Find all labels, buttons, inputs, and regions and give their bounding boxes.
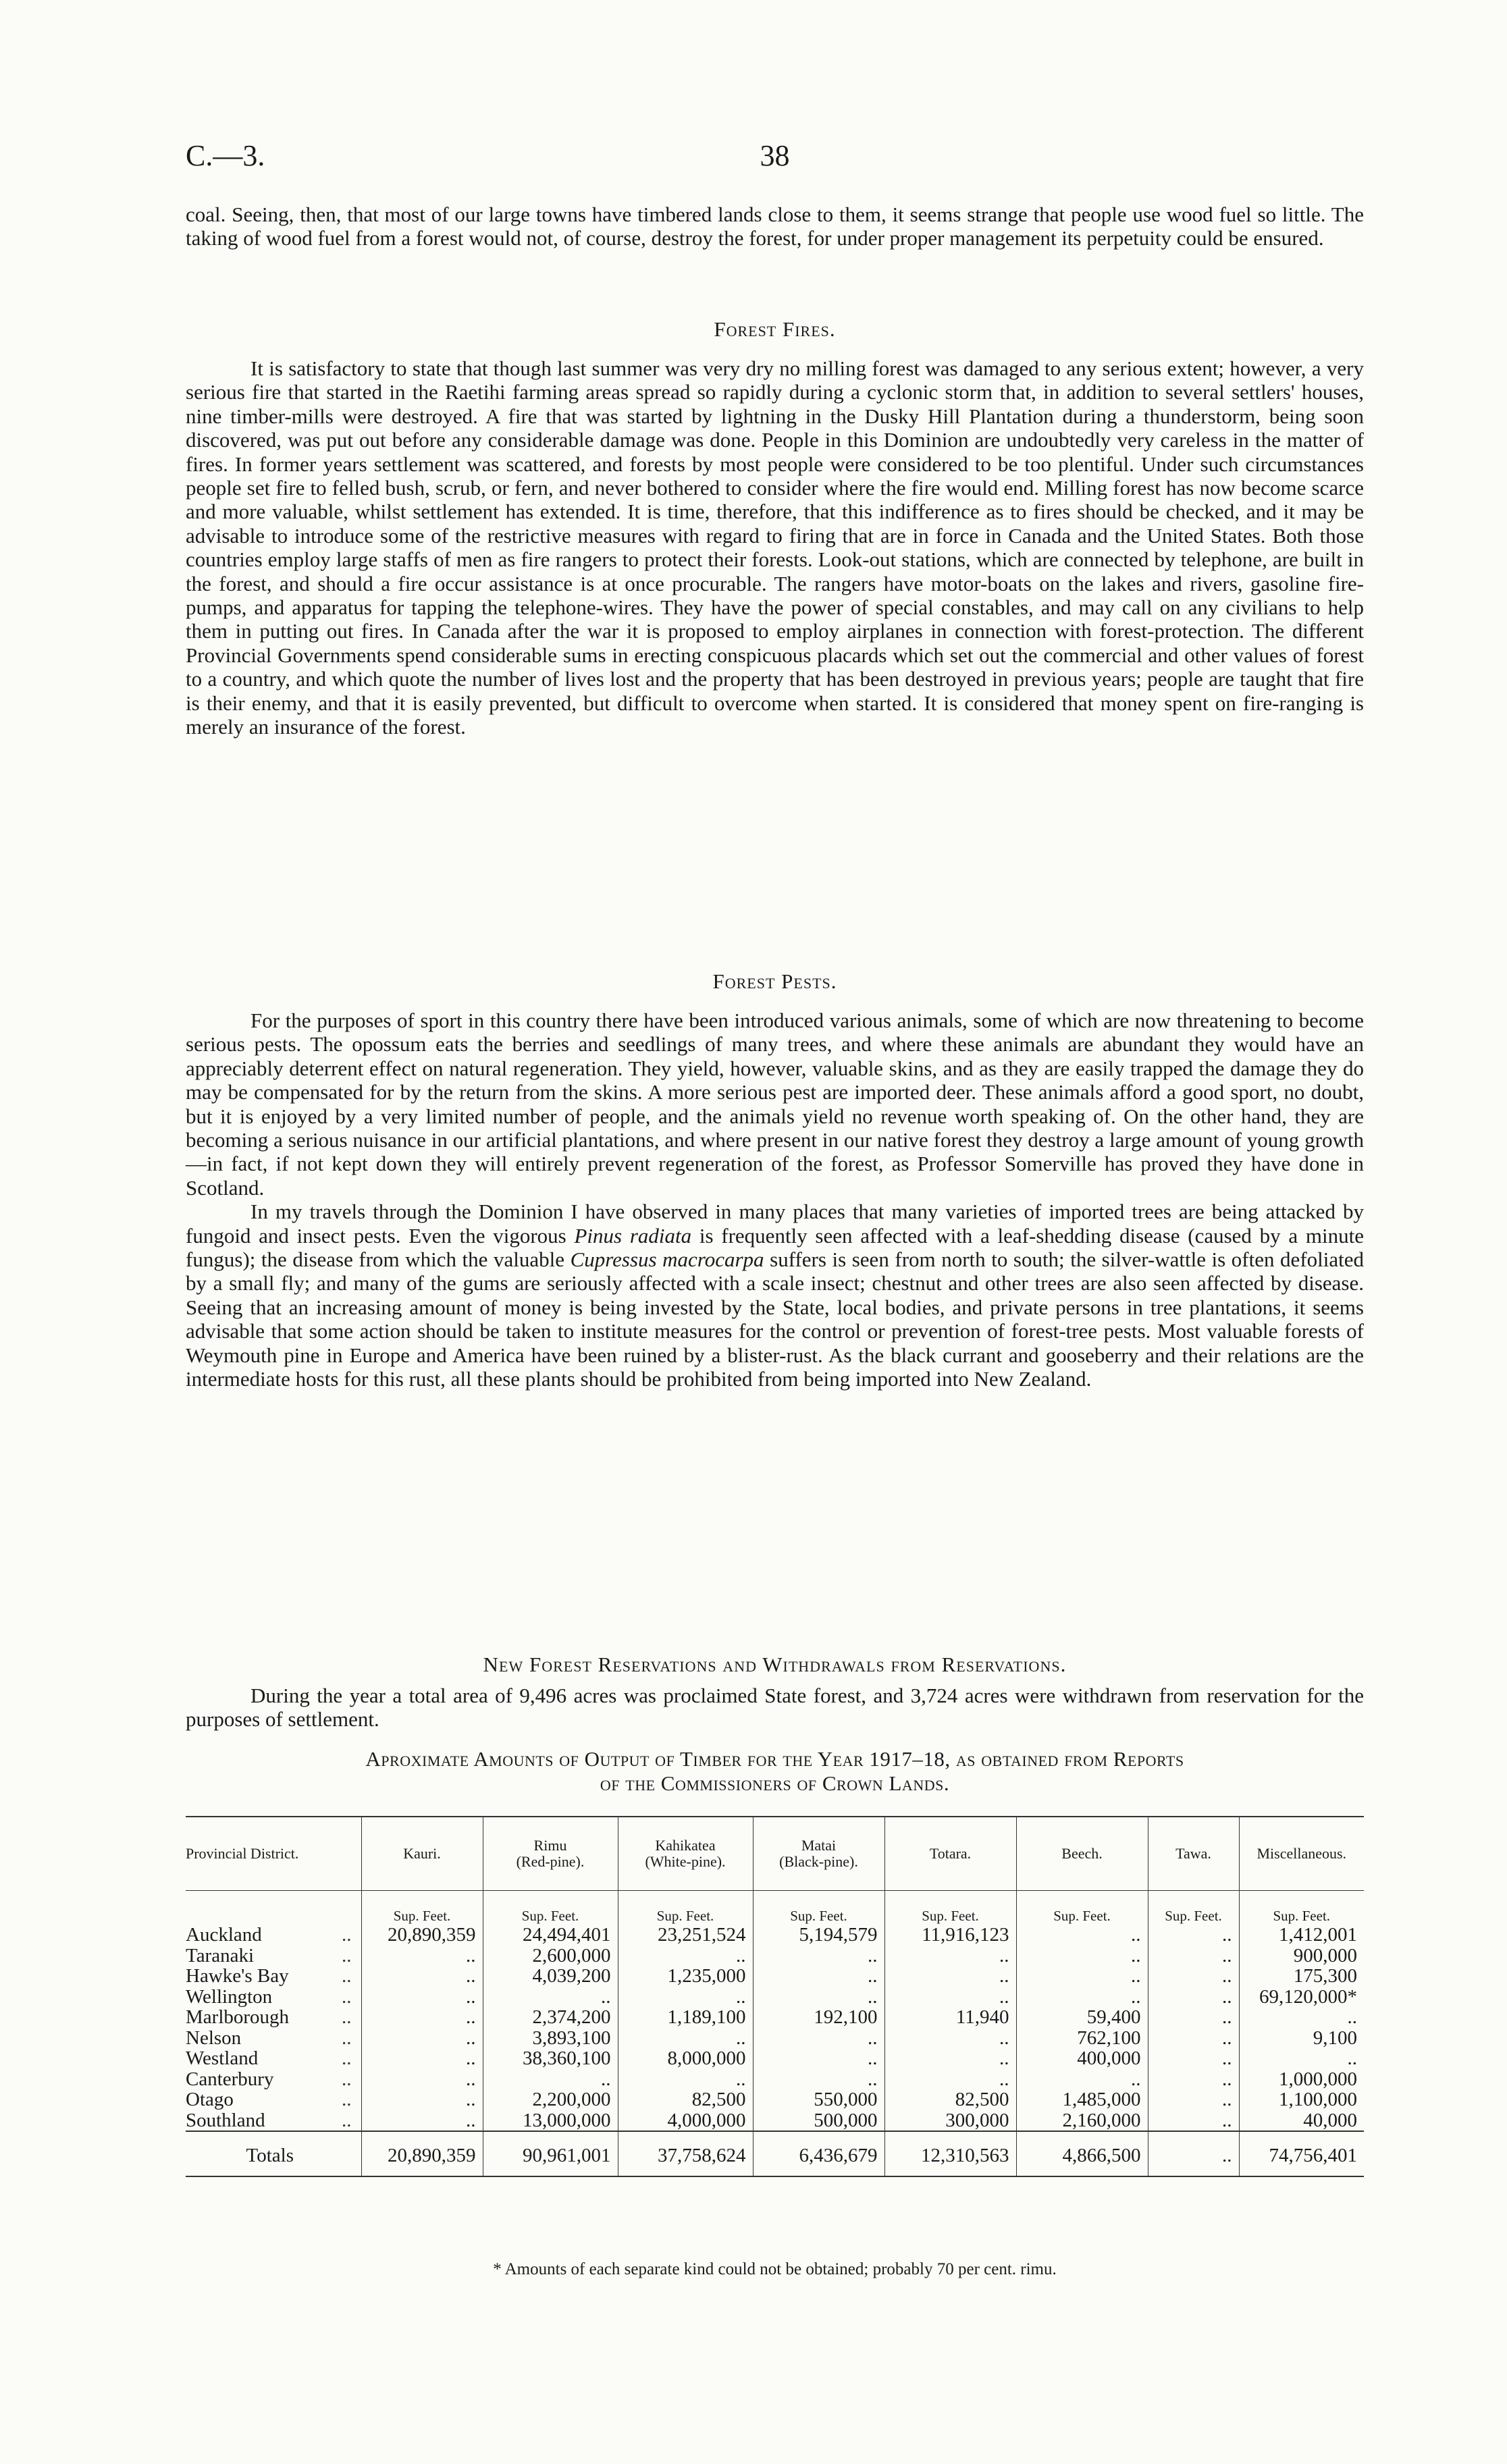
value-cell: .. (361, 2048, 483, 2069)
forest-pests-block (186, 1009, 1364, 1391)
forest-fires-block (186, 356, 1364, 739)
unit-cell: Sup. Feet. (1239, 1891, 1364, 1925)
district-cell: Otago .. (186, 2089, 352, 2110)
value-cell: 23,251,524 (618, 1925, 753, 1946)
table-header-row (186, 1817, 1364, 1891)
value-cell: 5,194,579 (753, 1925, 884, 1946)
timber-output-table (186, 1816, 1364, 2177)
table-footer (186, 2131, 1364, 2176)
pinus-radiata-italic: Pinus radiata (574, 1223, 692, 1248)
value-cell: .. (753, 1966, 884, 1987)
district-cell: Hawke's Bay .. (186, 1965, 352, 1987)
value-cell: .. (618, 2028, 753, 2049)
value-cell: .. (618, 1946, 753, 1966)
total-cell: 90,961,001 (483, 2131, 618, 2176)
unit-cell: Sup. Feet. (361, 1891, 483, 1925)
value-cell: .. (361, 2089, 483, 2110)
value-cell: 82,500 (618, 2089, 753, 2110)
value-cell: .. (361, 1966, 483, 1987)
district-name: Nelson (186, 2027, 242, 2049)
forest-pests-paragraph-2 (186, 1200, 1364, 1391)
pests-text-a: In my travels through the Dominion I have observed in many places that many varieties of imported trees are being attacked by fungoid and insect pests. Even the vigorous (186, 1200, 1364, 1248)
table-row (186, 2007, 1364, 2028)
pests-text-c: suffers is seen from north to south; the silver-wattle is often defoliated by a small fly; and many of the gums are seriously affected with a scale insect; chestnut and other trees are also seen affected by disease. Seeing that an increasing amount of money is being invested by the State, local bodies, and private persons in tree plantations, it seems advisable that some action should be taken to institute measures for the control or prevention of forest-tree pests. Most valuable forests of Weymouth pine in Europe and America have been ruined by a blister-rust. As the black currant and gooseberry and their relations are the intermediate hosts for this rust, all these plants should be prohibited from being imported into New Zealand. (186, 1248, 1364, 1391)
value-cell: .. (884, 2048, 1016, 2069)
total-cell: 37,758,624 (618, 2131, 753, 2176)
table-row (186, 1966, 1364, 1987)
value-cell: .. (1148, 2089, 1239, 2110)
district-name: Otago (186, 2089, 234, 2110)
table-row (186, 2089, 1364, 2110)
value-cell: .. (884, 2028, 1016, 2049)
district-name: Wellington (186, 1985, 273, 2008)
value-cell: .. (1239, 2007, 1364, 2028)
value-cell: .. (1016, 1966, 1148, 1987)
value-cell: .. (753, 1987, 884, 2008)
reservations-heading: New Forest Reservations and Withdrawals from Reservations. (483, 1653, 1067, 1676)
value-cell: .. (361, 1987, 483, 2008)
column-header: Kahikatea (White-pine). (618, 1817, 753, 1891)
value-cell: .. (753, 2069, 884, 2090)
district-cell: Marlborough .. (186, 2006, 352, 2028)
value-cell: 4,000,000 (618, 2110, 753, 2132)
value-cell: 4,039,200 (483, 1966, 618, 1987)
column-header: Matai (Black-pine). (753, 1817, 884, 1891)
total-cell: 20,890,359 (361, 2131, 483, 2176)
value-cell: .. (361, 2069, 483, 2090)
forest-fires-paragraph: It is satisfactory to state that though last summer was very dry no milling forest was damaged to any serious extent; however, a very serious fire that started in the Raetihi farming areas spread so rapidly during a cyclonic storm that, in addition to several settlers' houses, nine timber-mills were destroyed. A fire that was started by lightning in the Dusky Hill Plantation during a thunderstorm, being soon discovered, was put out before any considerable damage was done. People in this Dominion are undoubtedly very careless in the matter of fires. In former years settlement was scattered, and forests by most people were considered to be too plentiful. Under such circumstances people set fire to felled bush, scrub, or fern, and never bothered to consider where the fire would end. Milling forest has now become scarce and more valuable, whilst settlement has extended. It is time, therefore, that this indifference as to fires should be checked, and it may be advisable to introduce some of the restrictive measures with regard to firing that are in force in Canada and the United States. Both those countries employ large staffs of men as fire rangers to protect their forests. Look-out stations, which are connected by telephone, are built in the forest, and should a fire occur assistance is at once procurable. The rangers have motor-boats on the lakes and rivers, gasoline fire-pumps, and apparatus for tapping the telephone-wires. They have the power of special constables, and may call on any civilians to help them in putting out fires. In Canada after the war it is proposed to employ airplanes in connection with forest-protection. The different Provincial Governments spend considerable sums in erecting conspicuous placards which set out the commercial and other values of forest to a country, and which quote the number of lives lost and the property that has been destroyed in previous years; people are taught that fire is their enemy, and that it is easily prevented, but difficult to overcome when started. It is considered that money spent on fire-ranging is merely an insurance of the forest. (186, 356, 1364, 739)
value-cell: .. (1148, 2048, 1239, 2069)
value-cell: 3,893,100 (483, 2028, 618, 2049)
unit-cell: Sup. Feet. (884, 1891, 1016, 1925)
column-header: Totara. (884, 1817, 1016, 1891)
table-title-line-2: of the Commissioners of Crown Lands. (600, 1771, 950, 1795)
value-cell: .. (1148, 2110, 1239, 2132)
value-cell: .. (1148, 2028, 1239, 2049)
table-row (186, 1946, 1364, 1966)
total-cell: 12,310,563 (884, 2131, 1016, 2176)
column-header: Beech. (1016, 1817, 1148, 1891)
value-cell: .. (618, 2069, 753, 2090)
cupressus-italic: Cupressus macrocarpa (570, 1248, 764, 1272)
value-cell: .. (361, 1946, 483, 1966)
district-cell: Auckland .. (186, 1924, 352, 1946)
value-cell: 400,000 (1016, 2048, 1148, 2069)
value-cell: 500,000 (753, 2110, 884, 2132)
district-cell: Westland .. (186, 2047, 352, 2069)
district-cell: Nelson .. (186, 2027, 352, 2049)
value-cell: .. (1148, 2069, 1239, 2090)
total-cell: 74,756,401 (1239, 2131, 1364, 2176)
value-cell: 762,100 (1016, 2028, 1148, 2049)
value-cell: 2,600,000 (483, 1946, 618, 1966)
unit-cell: Sup. Feet. (483, 1891, 618, 1925)
value-cell: 175,300 (1239, 1966, 1364, 1987)
unit-cell: Sup. Feet. (618, 1891, 753, 1925)
table-row (186, 2048, 1364, 2069)
unit-cell: Sup. Feet. (753, 1891, 884, 1925)
value-cell: .. (753, 1946, 884, 1966)
value-cell: 9,100 (1239, 2028, 1364, 2049)
district-name: Southland (186, 2109, 265, 2131)
reservations-paragraph: During the year a total area of 9,496 acres was proclaimed State forest, and 3,724 acres were withdrawn from reservation for the purposes of settlement. (186, 1684, 1364, 1732)
district-name: Canterbury (186, 2068, 274, 2090)
value-cell: 1,485,000 (1016, 2089, 1148, 2110)
value-cell: 1,000,000 (1239, 2069, 1364, 2090)
total-cell: 6,436,679 (753, 2131, 884, 2176)
district-name: Marlborough (186, 2006, 290, 2028)
value-cell: 24,494,401 (483, 1925, 618, 1946)
value-cell: 2,374,200 (483, 2007, 618, 2028)
value-cell: .. (884, 1946, 1016, 1966)
district-cell: Taranaki .. (186, 1944, 352, 1966)
value-cell: .. (1239, 2048, 1364, 2069)
total-cell: .. (1148, 2131, 1239, 2176)
forest-pests-paragraph-1: For the purposes of sport in this country there have been introduced various animals, some of which are now threatening to become serious pests. The opossum eats the berries and seedlings of many trees, and where these animals are abundant they would have an appreciably deterrent effect on natural regeneration. They yield, however, valuable skins, and as they are easily trapped the damage they do may be compensated for by the return from the skins. A more serious pest are imported deer. These animals afford a good sport, no doubt, but it is enjoyed by a very limited number of people, and the animals yield no revenue worth speaking of. On the other hand, they are becoming a serious nuisance in our artificial plantations, and where present in our native forest they destroy a large amount of young growth—in fact, if not kept down they will entirely prevent regeneration of the forest, as Professor Somerville has proved they have done in Scotland. (186, 1009, 1364, 1200)
value-cell: .. (361, 2028, 483, 2049)
unit-cell: Sup. Feet. (1016, 1891, 1148, 1925)
value-cell: .. (1016, 1925, 1148, 1946)
district-cell: Wellington .. (186, 1985, 352, 2008)
value-cell: .. (618, 1987, 753, 2008)
units-row (186, 1891, 1364, 1925)
reservations-block (186, 1684, 1364, 1732)
value-cell: .. (884, 1966, 1016, 1987)
column-header: Provincial District. (186, 1817, 361, 1891)
district-name: Westland (186, 2047, 259, 2069)
intro-paragraph: coal. Seeing, then, that most of our large towns have timbered lands close to them, it seems strange that people use wood fuel so little. The taking of wood fuel from a forest would not, of course, destroy the forest, for under proper management its perpetuity could be ensured. (186, 203, 1364, 250)
value-cell: .. (483, 1987, 618, 2008)
column-header: Tawa. (1148, 1817, 1239, 1891)
forest-fires-heading: Forest Fires. (714, 317, 836, 341)
table-title (186, 1747, 1364, 1796)
value-cell: 1,189,100 (618, 2007, 753, 2028)
value-cell: 11,940 (884, 2007, 1016, 2028)
table-row (186, 2110, 1364, 2132)
value-cell: .. (1148, 1987, 1239, 2008)
pests-text-b: is frequently seen affected with a leaf-shedding disease (caused by a minute fungus); the disease from which the valuable (186, 1223, 1364, 1272)
value-cell: .. (753, 2048, 884, 2069)
value-cell: 1,235,000 (618, 1966, 753, 1987)
unit-cell: Sup. Feet. (1148, 1891, 1239, 1925)
value-cell: .. (483, 2069, 618, 2090)
value-cell: .. (1148, 1966, 1239, 1987)
value-cell: 1,100,000 (1239, 2089, 1364, 2110)
value-cell: 192,100 (753, 2007, 884, 2028)
value-cell: 300,000 (884, 2110, 1016, 2132)
district-name: Hawke's Bay (186, 1965, 289, 1987)
value-cell: .. (884, 1987, 1016, 2008)
value-cell: .. (1016, 1987, 1148, 2008)
district-cell: Southland .. (186, 2109, 352, 2131)
value-cell: 13,000,000 (483, 2110, 618, 2132)
district-name: Auckland (186, 1924, 262, 1946)
page-header (186, 138, 1364, 186)
value-cell: 8,000,000 (618, 2048, 753, 2069)
table-row (186, 1987, 1364, 2008)
value-cell: .. (1148, 1925, 1239, 1946)
value-cell: 38,360,100 (483, 2048, 618, 2069)
value-cell: .. (1016, 2069, 1148, 2090)
totals-row (186, 2131, 1364, 2176)
value-cell: 2,200,000 (483, 2089, 618, 2110)
value-cell: .. (884, 2069, 1016, 2090)
value-cell: .. (753, 2028, 884, 2049)
table-row (186, 2069, 1364, 2090)
value-cell: 59,400 (1016, 2007, 1148, 2028)
value-cell: 20,890,359 (361, 1925, 483, 1946)
value-cell: 69,120,000* (1239, 1987, 1364, 2008)
page-number: 38 (760, 139, 790, 172)
district-name: Taranaki (186, 1944, 255, 1966)
forest-pests-heading: Forest Pests. (712, 969, 837, 993)
totals-label: Totals (186, 2131, 361, 2176)
column-header: Kauri. (361, 1817, 483, 1891)
value-cell: 2,160,000 (1016, 2110, 1148, 2132)
value-cell: 550,000 (753, 2089, 884, 2110)
section-code: C.—3. (186, 139, 265, 172)
value-cell: .. (361, 2110, 483, 2132)
district-cell: Canterbury .. (186, 2068, 352, 2090)
table-body (186, 1891, 1364, 2132)
value-cell: 11,916,123 (884, 1925, 1016, 1946)
value-cell: 40,000 (1239, 2110, 1364, 2132)
table-row (186, 1925, 1364, 1946)
total-cell: 4,866,500 (1016, 2131, 1148, 2176)
value-cell: .. (1016, 1946, 1148, 1966)
intro-paragraph-block (186, 203, 1364, 250)
unit-cell (186, 1891, 361, 1925)
table-row (186, 2028, 1364, 2049)
column-header: Rimu (Red-pine). (483, 1817, 618, 1891)
table-title-line-1: Aproximate Amounts of Output of Timber for the Year 1917–18, as obtained from Reports (365, 1747, 1184, 1771)
column-header: Miscellaneous. (1239, 1817, 1364, 1891)
value-cell: .. (361, 2007, 483, 2028)
value-cell: 900,000 (1239, 1946, 1364, 1966)
value-cell: .. (1148, 1946, 1239, 1966)
value-cell: .. (1148, 2007, 1239, 2028)
value-cell: 82,500 (884, 2089, 1016, 2110)
table-footnote: * Amounts of each separate kind could not be obtained; probably 70 per cent. rimu. (493, 2260, 1057, 2278)
value-cell: 1,412,001 (1239, 1925, 1364, 1946)
